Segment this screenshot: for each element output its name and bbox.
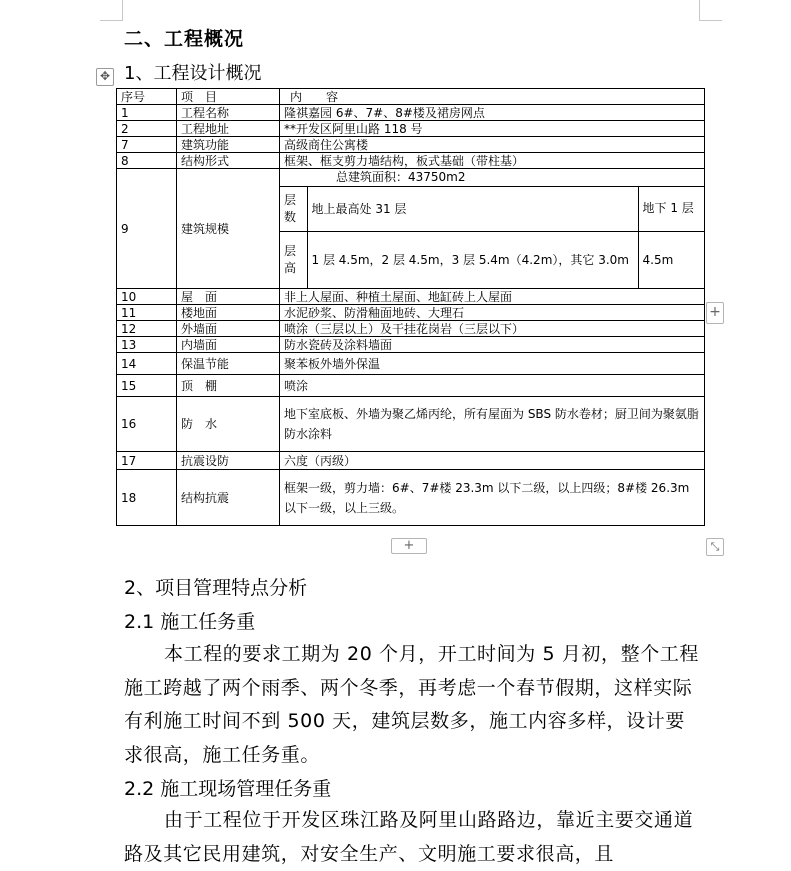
row-content[interactable]: 框架、框支剪力墙结构，板式基础（带柱基）: [280, 153, 705, 169]
table-row-scale: [117, 169, 705, 289]
row-content[interactable]: 非上人屋面、种植土屋面、地缸砖上人屋面: [280, 289, 705, 305]
row-no[interactable]: 15: [117, 375, 177, 397]
row-no[interactable]: 17: [117, 452, 177, 470]
row-no[interactable]: 18: [117, 470, 177, 526]
row-item[interactable]: 顶 棚: [177, 375, 280, 397]
table-header-row: [117, 89, 705, 105]
subsection-title: 2.1 施工任务重: [124, 611, 256, 633]
subsection-heading: 1、工程设计概况: [124, 63, 262, 84]
section-heading: 二、工程概况: [124, 28, 245, 50]
paragraph: 由于工程位于开发区珠江路及阿里山路路边，靠近主要交通道路及其它民用建筑，对安全生产、文明施工要求很高，且: [124, 809, 694, 865]
add-row-button[interactable]: +: [391, 538, 427, 554]
table-row: [117, 337, 705, 353]
table-row: [117, 289, 705, 305]
table-row: [117, 105, 705, 121]
table-row: [117, 452, 705, 470]
row-no[interactable]: 10: [117, 289, 177, 305]
page-margin-mark-left: [100, 0, 123, 21]
total-area[interactable]: 总建筑面积：43750m2: [280, 169, 705, 186]
row-no[interactable]: 16: [117, 397, 177, 452]
row-content[interactable]: 聚苯板外墙外保温: [280, 353, 705, 375]
row-content[interactable]: 高级商住公寓楼: [280, 137, 705, 153]
scale-nested-cell: [280, 169, 705, 289]
row-content[interactable]: 六度（丙级）: [280, 452, 705, 470]
table-row: [117, 305, 705, 321]
row-no[interactable]: 14: [117, 353, 177, 375]
table-resize-icon[interactable]: ⤡: [706, 538, 724, 556]
paragraph: 本工程的要求工期为 20 个月，开工时间为 5 月初，整个工程施工跨越了两个雨季、两个冬季，再考虑一个春节假期，这样实际有利施工时间不到 500 天，建筑层数多，施工内容多样，设计要求很高，施工任务重。: [124, 643, 700, 766]
row-item[interactable]: 外墙面: [177, 321, 280, 337]
height-above[interactable]: 1 层 4.5m，2 层 4.5m，3 层 5.4m（4.2m），其它 3.0m: [307, 231, 638, 288]
section-title: 2、项目管理特点分析: [124, 577, 308, 599]
row-no[interactable]: 12: [117, 321, 177, 337]
row-item[interactable]: 内墙面: [177, 337, 280, 353]
floors-above[interactable]: 地上最高处 31 层: [307, 186, 638, 231]
row-no[interactable]: 7: [117, 137, 177, 153]
row-content[interactable]: 防水瓷砖及涂料墙面: [280, 337, 705, 353]
row-item[interactable]: 结构抗震: [177, 470, 280, 526]
row-no[interactable]: 11: [117, 305, 177, 321]
row-item[interactable]: 建筑规模: [177, 169, 280, 289]
row-content[interactable]: **开发区阿里山路 118 号: [280, 121, 705, 137]
row-content[interactable]: 地下室底板、外墙为聚乙烯丙纶，所有屋面为 SBS 防水卷材；厨卫间为聚氨脂防水涂料: [280, 397, 705, 452]
row-no[interactable]: 8: [117, 153, 177, 169]
row-item[interactable]: 工程名称: [177, 105, 280, 121]
row-content[interactable]: 喷涂: [280, 375, 705, 397]
subsection-title: 2.2 施工现场管理任务重: [124, 778, 332, 800]
table-row: [117, 375, 705, 397]
table-row: [117, 153, 705, 169]
table-row: [117, 470, 705, 526]
header-content[interactable]: 内 容: [280, 89, 705, 105]
project-overview-table[interactable]: [116, 88, 705, 526]
table-row: [117, 121, 705, 137]
row-no[interactable]: 2: [117, 121, 177, 137]
add-column-button[interactable]: +: [706, 302, 724, 324]
row-no[interactable]: 1: [117, 105, 177, 121]
height-label[interactable]: 层高: [280, 231, 307, 288]
row-item[interactable]: 工程地址: [177, 121, 280, 137]
header-item[interactable]: 项 目: [177, 89, 280, 105]
row-item[interactable]: 保温节能: [177, 353, 280, 375]
table-move-handle-icon[interactable]: ✥: [96, 68, 114, 86]
row-no[interactable]: 9: [117, 169, 177, 289]
row-item[interactable]: 屋 面: [177, 289, 280, 305]
scale-nested-table: [280, 169, 705, 288]
page-margin-mark-right: [699, 0, 722, 21]
row-content[interactable]: 框架一级，剪力墙：6#、7#楼 23.3m 以下二级，以上四级；8#楼 26.3m 以下一级，以上三级。: [280, 470, 705, 526]
row-item[interactable]: 抗震设防: [177, 452, 280, 470]
row-item[interactable]: 防 水: [177, 397, 280, 452]
height-below[interactable]: 4.5m: [638, 231, 705, 288]
row-content[interactable]: 喷涂（三层以上）及干挂花岗岩（三层以下）: [280, 321, 705, 337]
table-row: [117, 321, 705, 337]
floors-label[interactable]: 层数: [280, 186, 307, 231]
row-item[interactable]: 楼地面: [177, 305, 280, 321]
row-item[interactable]: 结构形式: [177, 153, 280, 169]
row-item[interactable]: 建筑功能: [177, 137, 280, 153]
table-row: [117, 353, 705, 375]
row-content[interactable]: 隆祺嘉园 6#、7#、8#楼及裙房网点: [280, 105, 705, 121]
header-no[interactable]: 序号: [117, 89, 177, 105]
floors-below[interactable]: 地下 1 层: [638, 186, 705, 231]
row-no[interactable]: 13: [117, 337, 177, 353]
row-content[interactable]: 水泥砂浆、防滑釉面地砖、大理石: [280, 305, 705, 321]
table-row: [117, 397, 705, 452]
table-row: [117, 137, 705, 153]
